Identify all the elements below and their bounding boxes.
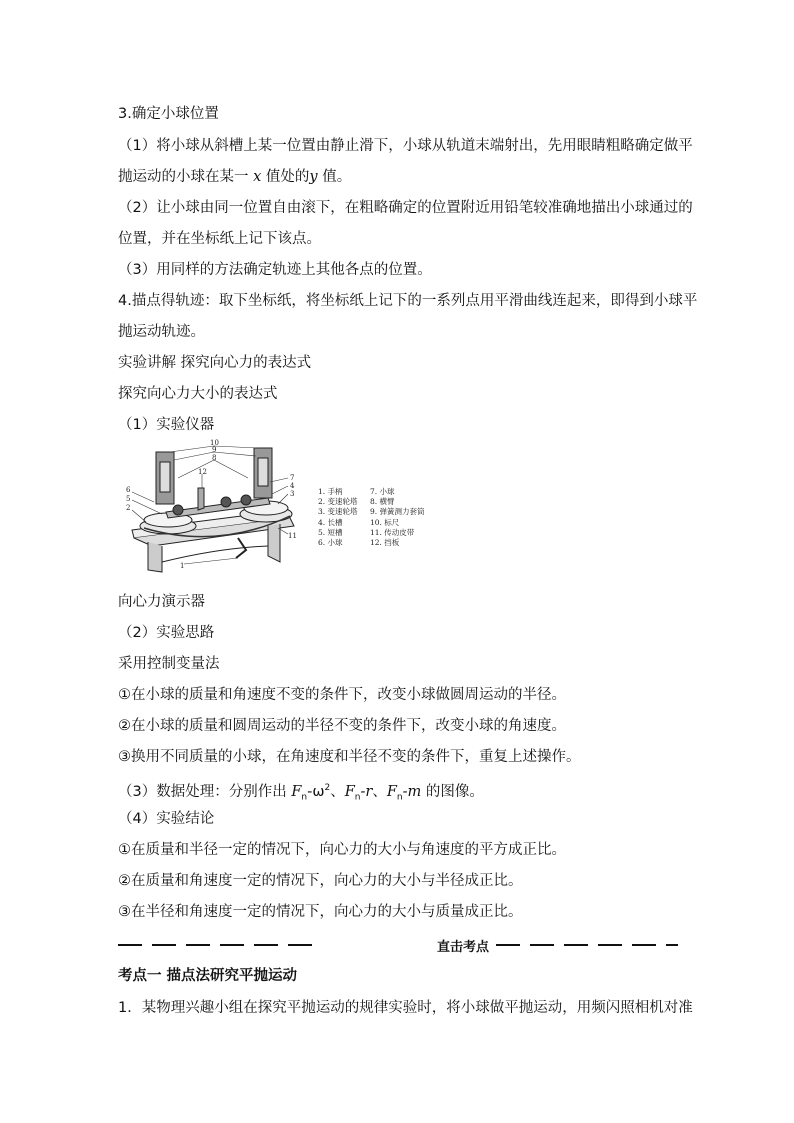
legend-item: 5. 短槽 [318, 527, 343, 537]
figure-caption: 向心力演示器 [118, 594, 205, 610]
legend-item: 11. 传动皮带 [370, 527, 415, 537]
experiment-subtitle: 探究向心力大小的表达式 [118, 386, 278, 402]
section-4-text: 4.描点得轨迹：取下坐标纸，将坐标纸上记下的一系列点用平滑曲线连起来，即得到小球平 [118, 293, 698, 309]
conclusion-item: ①在质量和半径一定的情况下，向心力的大小与角速度的平方成正比。 [118, 842, 566, 858]
legend-item: 9. 弹簧测力套筒 [370, 507, 425, 517]
legend-item: 3. 变速轮塔 [318, 507, 358, 517]
conclusion-item: ②在质量和角速度一定的情况下，向心力的大小与半径成正比。 [118, 873, 523, 889]
divider-label: 直击考点 [437, 940, 490, 955]
paragraph: （1）将小球从斜槽上某一位置由静止滑下，小球从轨道末端射出，先用眼睛粗略确定做平 [118, 138, 693, 154]
key-point-heading: 考点一 描点法研究平抛运动 [118, 968, 298, 984]
figure-label-8: 8 [212, 454, 217, 462]
paragraph: （3）用同样的方法确定轨迹上其他各点的位置。 [118, 262, 432, 278]
step-item: ③换用不同质量的小球，在角速度和半径不变的条件下，重复上述操作。 [118, 749, 581, 765]
legend-item: 2. 变速轮塔 [318, 497, 358, 507]
idea-heading: （2）实验思路 [118, 625, 215, 641]
data-processing-text: （3）数据处理：分别作出 $F_n-\omega^2$、$F_n-r$、$F_n-m$ 的图像。 [118, 783, 484, 803]
figure-label-12: 12 [198, 468, 207, 476]
figure-label-9: 9 [212, 446, 217, 454]
figure-label-6: 6 [126, 486, 131, 494]
paragraph: （2）让小球由同一位置自由滚下，在粗略确定的位置附近用铅笔较准确地描出小球通过的 [118, 200, 693, 216]
figure-label-11: 11 [288, 532, 297, 540]
experiment-title: 实验讲解 探究向心力的表达式 [118, 355, 312, 371]
figure-label-3: 3 [290, 490, 295, 498]
legend-item: 8. 横臂 [370, 497, 395, 507]
method-text: 采用控制变量法 [118, 656, 220, 672]
instrument-heading: （1）实验仪器 [118, 417, 215, 433]
legend-item: 6. 小球 [318, 538, 343, 548]
step-item: ①在小球的质量和角速度不变的条件下，改变小球做圆周运动的半径。 [118, 687, 566, 703]
legend-item: 12. 挡板 [370, 538, 400, 548]
section-3-title: 3.确定小球位置 [118, 106, 219, 122]
figure-label-7: 7 [290, 474, 295, 482]
figure-label-5: 5 [126, 495, 131, 503]
legend-item: 4. 长槽 [318, 517, 343, 527]
paragraph: 抛运动轨迹。 [118, 324, 205, 340]
conclusion-heading: （4）实验结论 [118, 811, 215, 827]
section-divider [118, 936, 678, 955]
legend-item: 7. 小球 [370, 487, 395, 496]
figure-label-4: 4 [290, 482, 295, 490]
paragraph: 位置，并在坐标纸上记下该点。 [118, 231, 321, 247]
figure-label-1: 1 [180, 562, 185, 570]
conclusion-item: ③在半径和角速度一定的情况下，向心力的大小与质量成正比。 [118, 904, 523, 920]
legend-item: 10. 标尺 [370, 517, 400, 527]
figure-label-10: 10 [210, 439, 219, 447]
legend-item: 1. 手柄 [318, 487, 343, 496]
paragraph: 抛运动的小球在某一 x 值处的y 值。 [118, 169, 352, 185]
step-item: ②在小球的质量和圆周运动的半径不变的条件下，改变小球的角速度。 [118, 718, 566, 734]
question-text: 1．某物理兴趣小组在探究平抛运动的规律实验时，将小球做平抛运动，用频闪照相机对准 [118, 1000, 693, 1016]
figure-label-2: 2 [126, 504, 131, 512]
